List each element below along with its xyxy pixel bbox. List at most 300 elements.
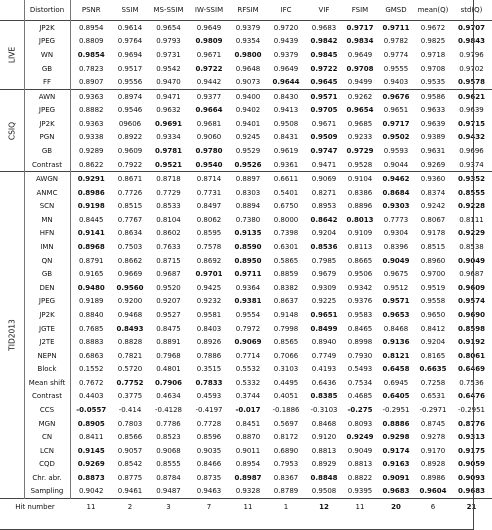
hit-number-row bbox=[0, 499, 492, 516]
distortion-cell: IMN bbox=[24, 240, 70, 254]
value-cell: 0.8775 bbox=[117, 473, 143, 482]
value-cell: 0.8111 bbox=[459, 215, 484, 224]
value-cell: 0.9780 bbox=[195, 146, 223, 155]
value-cell: 0.5493 bbox=[347, 365, 373, 374]
table-row bbox=[0, 172, 492, 186]
value-cell: 0.9361 bbox=[273, 160, 299, 169]
value-cell: 0.9722 bbox=[195, 64, 223, 73]
value-cell: 0.9720 bbox=[267, 21, 305, 35]
table-row bbox=[0, 335, 492, 349]
value-cell: 0.9364 bbox=[235, 283, 261, 292]
value-cell: 0.9834 bbox=[346, 37, 374, 46]
value-cell: 0.7729 bbox=[156, 188, 181, 197]
value-cell: 0.9690 bbox=[457, 310, 485, 319]
distortion-cell: JP2K bbox=[24, 21, 70, 35]
value-cell: 0.3103 bbox=[273, 365, 299, 374]
value-cell: 0.9249 bbox=[346, 433, 374, 442]
table-row bbox=[0, 131, 492, 145]
value-cell: 0.9334 bbox=[156, 133, 181, 142]
table-row bbox=[0, 103, 492, 117]
value-cell: 0.9671 bbox=[311, 119, 337, 128]
distortion-cell: JPEG bbox=[24, 35, 70, 49]
value-cell: 0.9207 bbox=[156, 297, 181, 306]
value-cell: 0.9687 bbox=[459, 270, 484, 279]
value-cell: 0.6469 bbox=[457, 365, 485, 374]
value-cell: 0.9509 bbox=[310, 133, 338, 142]
value-cell: 0.9633 bbox=[420, 106, 446, 115]
value-cell: 0.9571 bbox=[382, 297, 410, 306]
value-cell: 0.9269 bbox=[420, 160, 446, 169]
value-cell: 0.4801 bbox=[156, 365, 181, 374]
value-cell: 0.7534 bbox=[347, 378, 373, 387]
hit-number-cell: 21 bbox=[451, 499, 492, 516]
column-header: SSIM bbox=[121, 6, 139, 14]
table-row bbox=[0, 75, 492, 89]
value-cell: 0.8596 bbox=[196, 433, 222, 442]
value-cell: 0.9439 bbox=[273, 37, 299, 46]
distortion-cell: JPEG bbox=[24, 103, 70, 117]
hit-number-cell: 7 bbox=[189, 499, 229, 516]
value-cell: 0.9044 bbox=[383, 160, 409, 169]
table-row bbox=[0, 48, 492, 62]
value-cell: 0.9432 bbox=[457, 133, 485, 142]
value-cell: 0.9104 bbox=[343, 172, 377, 186]
value-cell: 0.8745 bbox=[420, 419, 446, 428]
value-cell: 0.9521 bbox=[154, 160, 182, 169]
column-header: IW-SSIM bbox=[194, 6, 224, 14]
value-cell: 0.9232 bbox=[196, 297, 222, 306]
value-cell: 0.9170 bbox=[420, 446, 446, 455]
value-cell: 0.8165 bbox=[420, 351, 446, 360]
table-row bbox=[0, 390, 492, 404]
value-cell: 0.8987 bbox=[234, 473, 262, 482]
table-row bbox=[0, 362, 492, 376]
value-cell: 0.7633 bbox=[156, 243, 181, 252]
value-cell: 0.9352 bbox=[451, 172, 492, 186]
value-cell: 0.9049 bbox=[347, 446, 373, 455]
value-cell: 0.8940 bbox=[311, 338, 337, 347]
value-cell: 0.7731 bbox=[196, 188, 222, 197]
value-cell: 0.8104 bbox=[156, 215, 181, 224]
value-cell: 0.9809 bbox=[195, 37, 223, 46]
distortion-cell: AWN bbox=[24, 89, 70, 103]
value-cell: 0.9649 bbox=[347, 50, 373, 59]
group-label: TID2013 bbox=[7, 319, 17, 352]
value-cell: 0.9400 bbox=[229, 89, 267, 103]
value-cell: 0.9328 bbox=[235, 487, 261, 496]
value-cell: 0.9664 bbox=[195, 106, 223, 115]
value-cell: 0.9068 bbox=[156, 446, 181, 455]
value-cell: 0.8822 bbox=[347, 473, 373, 482]
value-cell: 0.9468 bbox=[117, 310, 143, 319]
value-cell: 0.9517 bbox=[117, 64, 143, 73]
value-cell: 0.9609 bbox=[457, 283, 485, 292]
value-cell: 0.8665 bbox=[347, 256, 373, 265]
value-cell: 0.6611 bbox=[267, 172, 305, 186]
table-row bbox=[0, 62, 492, 76]
value-cell: 0.8412 bbox=[420, 324, 446, 333]
value-cell: 0.9685 bbox=[347, 119, 373, 128]
table-row bbox=[0, 35, 492, 49]
value-cell: 0.6635 bbox=[419, 365, 447, 374]
value-cell: 0.8385 bbox=[310, 392, 338, 401]
value-cell: 0.9619 bbox=[273, 146, 299, 155]
value-cell: 0.8061 bbox=[457, 351, 485, 360]
value-cell: 0.9825 bbox=[420, 37, 446, 46]
value-cell: 0.8595 bbox=[196, 229, 222, 238]
distortion-cell: JP2K bbox=[24, 308, 70, 322]
value-cell: 0.9540 bbox=[195, 160, 223, 169]
distortion-cell: JP2K bbox=[24, 117, 70, 131]
value-cell: 0.8870 bbox=[235, 433, 261, 442]
value-cell: 0.9717 bbox=[382, 119, 410, 128]
value-cell: 0.9198 bbox=[77, 202, 105, 211]
hit-number-cell: 11 bbox=[70, 499, 112, 516]
value-cell: 0.9403 bbox=[383, 78, 409, 87]
value-cell: 0.9696 bbox=[459, 146, 484, 155]
value-cell: 0.8598 bbox=[457, 324, 485, 333]
value-cell: 0.8882 bbox=[79, 106, 104, 115]
value-cell: 0.9639 bbox=[459, 106, 484, 115]
value-cell: 0.9363 bbox=[79, 119, 104, 128]
value-cell: 0.9163 bbox=[382, 460, 410, 469]
value-cell: 0.9395 bbox=[347, 487, 373, 496]
value-cell: 0.9069 bbox=[234, 338, 262, 347]
distortion-cell: SCN bbox=[24, 200, 70, 214]
value-cell: 0.8897 bbox=[229, 172, 267, 186]
value-cell: 0.6531 bbox=[420, 392, 446, 401]
value-cell: 0.8986 bbox=[420, 473, 446, 482]
value-cell: 0.9109 bbox=[347, 229, 373, 238]
value-cell: 0.8974 bbox=[112, 89, 148, 103]
value-cell: 0.8637 bbox=[273, 297, 299, 306]
value-cell: 0.9800 bbox=[234, 50, 262, 59]
distortion-cell: CCS bbox=[24, 403, 70, 417]
value-cell: 0.8840 bbox=[79, 310, 104, 319]
hit-number-cell: 3 bbox=[148, 499, 189, 516]
value-cell: 0.9675 bbox=[383, 270, 409, 279]
value-cell: 0.7380 bbox=[235, 215, 261, 224]
distortion-cell: PGN bbox=[24, 131, 70, 145]
value-cell: 0.7773 bbox=[383, 215, 409, 224]
table-row bbox=[0, 144, 492, 158]
hit-number-cell: 1 bbox=[267, 499, 305, 516]
table-row bbox=[0, 158, 492, 172]
table-row bbox=[0, 295, 492, 309]
distortion-cell: CN bbox=[24, 430, 70, 444]
value-cell: 0.9715 bbox=[457, 119, 485, 128]
value-cell: 0.8809 bbox=[79, 37, 104, 46]
value-cell: 0.8430 bbox=[267, 89, 305, 103]
value-cell: 0.9574 bbox=[457, 297, 485, 306]
value-cell: 0.9672 bbox=[415, 21, 451, 35]
value-cell: 0.8662 bbox=[117, 256, 143, 265]
value-cell: 0.9718 bbox=[420, 50, 446, 59]
value-cell: 0.7972 bbox=[235, 324, 261, 333]
value-cell: 0.4593 bbox=[196, 392, 222, 401]
distortion-cell: AWGN bbox=[24, 172, 70, 186]
value-cell: -0.1886 bbox=[272, 405, 300, 414]
value-cell: 0.9374 bbox=[459, 160, 484, 169]
value-cell: 0.6945 bbox=[383, 378, 409, 387]
value-cell: 0.9049 bbox=[382, 256, 410, 265]
table-row bbox=[0, 322, 492, 336]
value-cell: 0.9679 bbox=[311, 270, 337, 279]
value-cell: 0.8468 bbox=[311, 419, 337, 428]
value-cell: 0.9583 bbox=[347, 310, 373, 319]
value-cell: 0.9057 bbox=[117, 446, 143, 455]
value-cell: 0.9694 bbox=[117, 50, 143, 59]
value-cell: 0.9649 bbox=[273, 64, 299, 73]
value-cell: 0.8445 bbox=[79, 215, 104, 224]
distortion-cell: ANMC bbox=[24, 186, 70, 200]
table-row bbox=[0, 240, 492, 254]
value-cell: 0.8714 bbox=[189, 172, 229, 186]
value-cell: 0.9687 bbox=[156, 270, 181, 279]
value-cell: 0.7767 bbox=[117, 215, 143, 224]
value-cell: 0.9508 bbox=[273, 119, 299, 128]
value-cell: 0.8791 bbox=[79, 256, 104, 265]
value-cell: 0.7821 bbox=[117, 351, 143, 360]
value-cell: 0.8684 bbox=[382, 188, 410, 197]
value-cell: 0.9683 bbox=[305, 21, 343, 35]
value-cell: 0.8929 bbox=[311, 460, 337, 469]
value-cell: -0.2951 bbox=[457, 405, 486, 414]
value-cell: 0.8113 bbox=[347, 243, 373, 252]
table-row bbox=[0, 281, 492, 295]
value-cell: 0.7536 bbox=[459, 378, 484, 387]
value-cell: 0.9691 bbox=[154, 119, 182, 128]
table-row bbox=[0, 21, 492, 35]
value-cell: 0.8692 bbox=[196, 256, 222, 265]
value-cell: 0.9671 bbox=[196, 50, 222, 59]
value-cell: 0.6863 bbox=[79, 351, 104, 360]
value-cell: 0.9480 bbox=[77, 283, 105, 292]
value-cell: 0.9228 bbox=[457, 202, 485, 211]
value-cell: 0.9229 bbox=[457, 229, 485, 238]
value-cell: 0.9621 bbox=[451, 89, 492, 103]
value-cell: 0.6458 bbox=[382, 365, 410, 374]
value-cell: 0.9425 bbox=[196, 283, 222, 292]
value-cell: 0.7503 bbox=[117, 243, 143, 252]
distortion-cell: Chr. abr. bbox=[24, 471, 70, 485]
value-cell: 0.7578 bbox=[196, 243, 222, 252]
value-cell: 0.9676 bbox=[377, 89, 415, 103]
group-label: LIVE bbox=[7, 46, 17, 64]
value-cell: 0.6436 bbox=[311, 378, 337, 387]
table-row bbox=[0, 471, 492, 485]
value-cell: 0.6405 bbox=[382, 392, 410, 401]
value-cell: 0.9508 bbox=[311, 487, 337, 496]
value-cell: 0.8784 bbox=[156, 473, 181, 482]
value-cell: 0.8466 bbox=[196, 460, 222, 469]
value-cell: 0.9360 bbox=[415, 172, 451, 186]
value-cell: 0.9648 bbox=[235, 64, 261, 73]
value-cell: 0.9542 bbox=[156, 64, 181, 73]
value-cell: 0.9091 bbox=[382, 473, 410, 482]
distortion-cell: NEPN bbox=[24, 349, 70, 363]
value-cell: -0.3103 bbox=[310, 405, 338, 414]
value-cell: 0.8813 bbox=[311, 446, 337, 455]
table-row bbox=[0, 117, 492, 131]
table-row bbox=[0, 213, 492, 227]
value-cell: 0.8950 bbox=[234, 256, 262, 265]
value-cell: 0.9069 bbox=[305, 172, 343, 186]
value-cell: 0.7803 bbox=[117, 419, 143, 428]
value-cell: 0.9604 bbox=[419, 487, 447, 496]
value-cell: 0.9764 bbox=[117, 37, 143, 46]
value-cell: 0.8542 bbox=[117, 460, 143, 469]
value-cell: 0.8367 bbox=[273, 473, 299, 482]
value-cell: 0.9379 bbox=[273, 50, 299, 59]
value-cell: 0.9200 bbox=[117, 297, 143, 306]
column-header: IFC bbox=[280, 6, 292, 14]
value-cell: -0.275 bbox=[347, 405, 373, 414]
value-cell: -0.017 bbox=[235, 405, 261, 414]
value-cell: 0.9204 bbox=[311, 229, 337, 238]
value-cell: 0.8905 bbox=[77, 419, 105, 428]
value-cell: 0.9560 bbox=[116, 283, 144, 292]
value-cell: 0.9309 bbox=[311, 283, 337, 292]
value-cell: 0.8062 bbox=[196, 215, 222, 224]
distortion-cell: MGN bbox=[24, 417, 70, 431]
value-cell: 0.6890 bbox=[273, 446, 299, 455]
value-cell: 0.8953 bbox=[311, 202, 337, 211]
group-label-cell bbox=[0, 89, 24, 171]
distortion-cell: J2TE bbox=[24, 335, 70, 349]
table-row bbox=[0, 376, 492, 390]
value-cell: 0.8891 bbox=[156, 338, 181, 347]
value-cell: 0.8538 bbox=[459, 243, 484, 252]
value-cell: 0.9189 bbox=[79, 297, 104, 306]
table-row bbox=[0, 430, 492, 444]
value-cell: 0.8813 bbox=[347, 460, 373, 469]
value-cell: 0.9632 bbox=[156, 106, 181, 115]
value-cell: 0.9556 bbox=[117, 78, 143, 87]
value-cell: 0.9546 bbox=[117, 106, 143, 115]
distortion-cell: HFN bbox=[24, 227, 70, 241]
table-row bbox=[0, 417, 492, 431]
value-cell: 0.9262 bbox=[343, 89, 377, 103]
value-cell: 0.8873 bbox=[77, 473, 105, 482]
value-cell: 0.9233 bbox=[347, 133, 373, 142]
value-cell: 0.8998 bbox=[347, 338, 373, 347]
value-cell: 0.7066 bbox=[273, 351, 299, 360]
value-cell: -0.4197 bbox=[195, 405, 223, 414]
value-cell: 0.9313 bbox=[457, 433, 485, 442]
column-header: PSNR bbox=[81, 6, 101, 14]
value-cell: 0.9174 bbox=[382, 446, 410, 455]
value-cell: 0.8465 bbox=[347, 324, 373, 333]
table-row bbox=[0, 403, 492, 417]
value-cell: 0.8382 bbox=[273, 283, 299, 292]
value-cell: 0.9073 bbox=[235, 78, 261, 87]
distortion-cell: WN bbox=[24, 48, 70, 62]
value-cell: 0.8303 bbox=[235, 188, 261, 197]
value-cell: 0.8497 bbox=[196, 202, 222, 211]
value-cell: 0.9571 bbox=[305, 89, 343, 103]
value-cell: 0.9035 bbox=[196, 446, 222, 455]
value-cell: 0.9278 bbox=[420, 433, 446, 442]
hit-number-cell: 11 bbox=[343, 499, 377, 516]
value-cell: 0.9269 bbox=[77, 460, 105, 469]
value-cell: 0.9145 bbox=[77, 446, 105, 455]
table-row bbox=[0, 458, 492, 472]
value-cell: 0.8172 bbox=[273, 433, 299, 442]
value-cell: 0.8718 bbox=[148, 172, 189, 186]
value-cell: 0.9669 bbox=[117, 270, 143, 279]
value-cell: 0.9381 bbox=[234, 297, 262, 306]
value-cell: 0.9245 bbox=[235, 133, 261, 142]
value-cell: 0.9502 bbox=[382, 133, 410, 142]
table-row bbox=[0, 89, 492, 103]
value-cell: 0.6301 bbox=[273, 243, 299, 252]
value-cell: 0.9049 bbox=[457, 256, 485, 265]
value-cell: 0.8515 bbox=[420, 243, 446, 252]
value-cell: 0.9843 bbox=[457, 37, 485, 46]
value-cell: 0.9461 bbox=[117, 487, 143, 496]
value-cell: 0.9651 bbox=[310, 310, 338, 319]
value-cell: 0.4685 bbox=[347, 392, 373, 401]
value-cell: 0.9401 bbox=[235, 119, 261, 128]
value-cell: 0.8894 bbox=[235, 202, 261, 211]
value-cell: 0.8960 bbox=[420, 256, 446, 265]
value-cell: 0.9639 bbox=[420, 119, 446, 128]
value-cell: 0.8928 bbox=[420, 460, 446, 469]
value-cell: 0.9644 bbox=[272, 78, 300, 87]
value-cell: 0.7930 bbox=[347, 351, 373, 360]
value-cell: 0.9796 bbox=[459, 50, 484, 59]
value-cell: 0.8411 bbox=[79, 433, 104, 442]
value-cell: 0.7752 bbox=[116, 378, 144, 387]
value-cell: 0.7258 bbox=[420, 378, 446, 387]
value-cell: 0.9242 bbox=[420, 202, 446, 211]
value-cell: 0.9289 bbox=[79, 146, 104, 155]
value-cell: 0.9175 bbox=[457, 446, 485, 455]
group-label-cell bbox=[0, 172, 24, 499]
table-row bbox=[0, 200, 492, 214]
value-cell: 0.9402 bbox=[235, 106, 261, 115]
value-cell: 0.7953 bbox=[273, 460, 299, 469]
value-cell: 0.9148 bbox=[273, 310, 299, 319]
value-cell: 0.9376 bbox=[347, 297, 373, 306]
value-cell: 0.9782 bbox=[383, 37, 409, 46]
value-cell: 0.7726 bbox=[117, 188, 143, 197]
value-cell: 0.9683 bbox=[382, 487, 410, 496]
value-cell: 0.9683 bbox=[457, 487, 485, 496]
value-cell: 0.7398 bbox=[273, 229, 299, 238]
value-cell: 0.7786 bbox=[156, 419, 181, 428]
value-cell: 0.9093 bbox=[457, 473, 485, 482]
table-row bbox=[0, 485, 492, 499]
value-cell: 0.8403 bbox=[196, 324, 222, 333]
value-cell: 0.9135 bbox=[234, 229, 262, 238]
column-header: MS-SSIM bbox=[153, 6, 184, 14]
table-row bbox=[0, 308, 492, 322]
value-cell: 0.9304 bbox=[383, 229, 409, 238]
value-cell: 0.9471 bbox=[148, 89, 189, 103]
value-cell: 0.9708 bbox=[420, 64, 446, 73]
distortion-cell: MN bbox=[24, 213, 70, 227]
value-cell: 0.9774 bbox=[383, 50, 409, 59]
value-cell: 0.9471 bbox=[311, 160, 337, 169]
value-cell: 0.9303 bbox=[382, 202, 410, 211]
value-cell: 0.7985 bbox=[311, 256, 337, 265]
distortion-cell: CQD bbox=[24, 458, 70, 472]
distortion-cell: GB bbox=[24, 144, 70, 158]
value-cell: 0.7886 bbox=[196, 351, 222, 360]
hit-number-cell: 20 bbox=[377, 499, 415, 516]
